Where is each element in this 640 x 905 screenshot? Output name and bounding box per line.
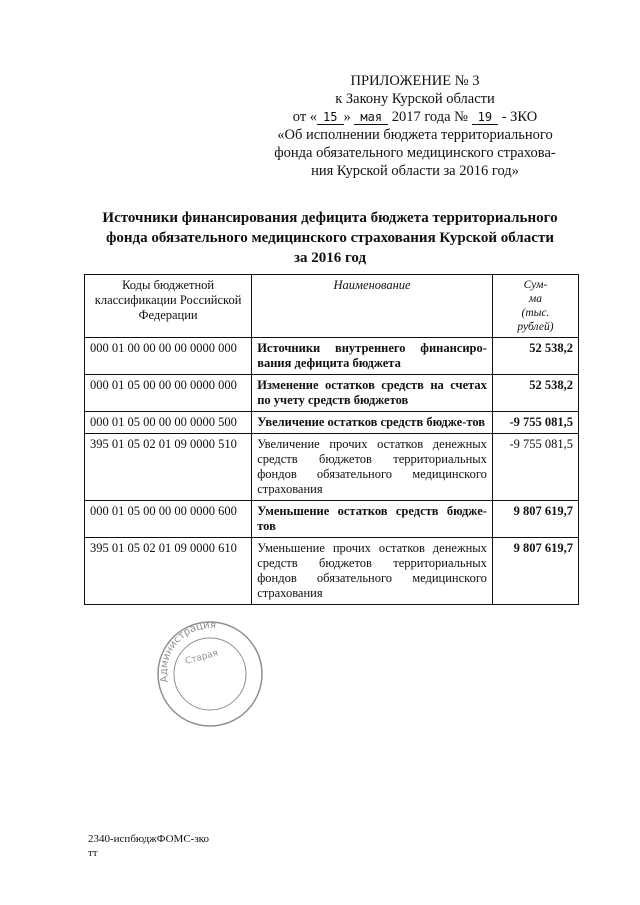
row-sum: 52 538,2 <box>492 338 578 375</box>
header-sum-4: рублей) <box>517 321 554 333</box>
title-line-2: фонда обязательного медицинского страхования Курской области <box>106 230 554 246</box>
appendix-number: ПРИЛОЖЕНИЕ № 3 <box>350 73 480 89</box>
table-row <box>85 412 579 434</box>
row-code: 000 01 05 00 00 00 0000 500 <box>85 412 252 434</box>
row-name: Увеличение остатков средств бюдже-тов <box>252 412 493 434</box>
header-codes: Коды бюджетной классификации Российской Федерации <box>85 275 252 338</box>
stamp-inner-text: Старая <box>184 648 220 667</box>
row-sum: -9 755 081,5 <box>492 434 578 501</box>
row-code: 000 01 00 00 00 00 0000 000 <box>85 338 252 375</box>
stamp-arc-path: Администрация <box>158 620 217 684</box>
footer-initials: тт <box>88 847 98 859</box>
table-row <box>85 538 579 605</box>
law-reference: к Закону Курской области <box>335 91 495 107</box>
title-line-3: за 2016 год <box>293 250 367 266</box>
date-mid: » <box>343 109 351 125</box>
official-stamp <box>150 612 270 732</box>
document-title <box>80 208 580 268</box>
row-name: Уменьшение остатков средств бюдже-тов <box>252 501 493 538</box>
row-name: Источники внутреннего финансиро-вания дефицита бюджета <box>252 338 493 375</box>
header-sum <box>492 275 578 338</box>
table-row <box>85 338 579 375</box>
date-month: мая <box>354 110 388 125</box>
law-title-line-3: ния Курской области за 2016 год» <box>311 163 519 179</box>
date-day: 15 <box>317 110 343 125</box>
financing-table <box>84 274 579 605</box>
row-sum: 52 538,2 <box>492 375 578 412</box>
law-suffix: - ЗКО <box>501 109 538 125</box>
date-year: 2017 года № <box>391 109 469 125</box>
header-name: Наименование <box>252 275 493 338</box>
row-code: 395 01 05 02 01 09 0000 510 <box>85 434 252 501</box>
law-number: 19 <box>472 110 498 125</box>
header-sum-2: ма <box>528 293 542 305</box>
row-name: Уменьшение прочих остатков денежных средств бюджетов территориальных фондов обязательного медицинского страхования <box>252 538 493 605</box>
row-sum: -9 755 081,5 <box>492 412 578 434</box>
law-title-line-2: фонда обязательного медицинского страхова- <box>274 145 556 161</box>
title-line-1: Источники финансирования дефицита бюджета территориального <box>102 210 558 226</box>
footer-doc-code: 2340-испбюджФОМС-зко <box>88 833 209 845</box>
row-sum: 9 807 619,7 <box>492 538 578 605</box>
row-sum: 9 807 619,7 <box>492 501 578 538</box>
header-sum-1: Сум- <box>523 279 548 291</box>
date-prefix: от « <box>292 109 318 125</box>
table-header-row <box>85 275 579 338</box>
row-code: 000 01 05 00 00 00 0000 600 <box>85 501 252 538</box>
row-code: 395 01 05 02 01 09 0000 610 <box>85 538 252 605</box>
header-sum-3: (тыс. <box>521 307 550 319</box>
law-date-line <box>250 108 580 126</box>
footer <box>88 832 209 860</box>
row-code: 000 01 05 00 00 00 0000 000 <box>85 375 252 412</box>
appendix-header <box>250 72 580 180</box>
law-title-line-1: «Об исполнении бюджета территориального <box>277 127 553 143</box>
row-name: Изменение остатков средств на счетах по учету средств бюджетов <box>252 375 493 412</box>
table-row <box>85 375 579 412</box>
row-name: Увеличение прочих остатков денежных средств бюджетов территориальных фондов обязательного медицинского страхования <box>252 434 493 501</box>
table-row <box>85 501 579 538</box>
table-row <box>85 434 579 501</box>
